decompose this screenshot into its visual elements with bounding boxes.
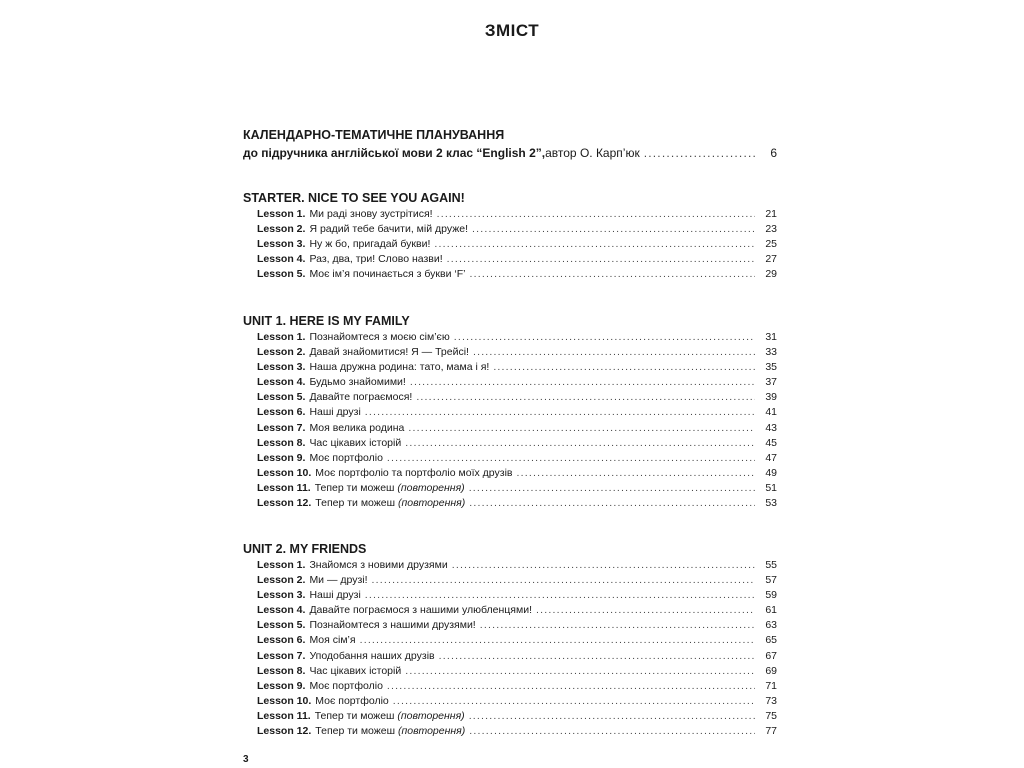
toc-entry[interactable] [243,421,777,436]
lesson-number: Lesson 3. [257,238,306,251]
lesson-number: Lesson 8. [257,436,306,449]
dot-leader [452,558,755,573]
toc-entry[interactable] [243,481,777,496]
page-ref: 49 [765,466,777,479]
lesson-number: Lesson 3. [257,589,306,602]
lesson-title: Давайте пограємося з нашими улюбленцями! [309,604,532,617]
lesson-number: Lesson 12. [257,725,312,738]
lesson-title: Тепер ти можеш [314,709,398,722]
lesson-number: Lesson 9. [257,679,306,692]
lesson-number: Lesson 4. [257,604,306,617]
lesson-number: Lesson 2. [257,346,306,359]
toc-entry[interactable] [243,466,777,481]
dot-leader [644,144,755,162]
toc-entry[interactable] [243,330,777,345]
toc-entry[interactable] [243,496,777,511]
lesson-title: Познайомтеся з моєю сім’єю [309,331,450,343]
lesson-title: Час цікавих історій [309,436,402,449]
toc-entry[interactable] [243,252,777,267]
toc-entry[interactable] [243,694,777,709]
dot-leader [439,649,755,664]
lesson-title: Ми раді знову зустрітися! [309,208,433,220]
page-ref: 65 [765,634,777,647]
lesson-number: Lesson 10. [257,694,312,707]
lesson-title: Наші друзі [309,406,361,419]
section-unit-2 [243,540,777,739]
dot-leader [405,436,755,451]
lesson-number: Lesson 11. [257,709,311,722]
lesson-number: Lesson 1. [257,331,306,343]
lesson-title: Раз, два, три! Слово назви! [309,253,443,266]
lesson-number: Lesson 1. [257,559,306,571]
page-ref: 27 [765,253,777,266]
dot-leader [469,709,755,724]
toc-entry[interactable] [243,588,777,603]
page-ref: 21 [765,208,777,220]
toc-entry[interactable] [243,633,777,648]
lesson-number: Lesson 9. [257,451,306,464]
lesson-number: Lesson 6. [257,406,306,419]
page-ref: 39 [765,391,777,404]
lesson-title: Тепер ти можеш [315,725,398,738]
dot-leader [454,330,755,345]
page-title: ЗМІСТ [484,21,540,40]
page-ref: 23 [765,223,777,236]
page-ref: 29 [765,268,777,281]
page-number: 3 [243,754,249,765]
dot-leader [493,360,755,375]
page-ref: 55 [765,559,777,571]
dot-leader [469,267,755,282]
toc-entry[interactable] [243,451,777,466]
page-ref: 63 [765,619,777,632]
lesson-title-note: (повторення) [397,725,466,738]
page-ref: 67 [765,649,777,662]
lesson-number: Lesson 1. [257,208,306,220]
lesson-number: Lesson 2. [257,574,306,587]
calendar-line-bold: до підручника англійської мови 2 клас “English 2”, [243,146,546,160]
page-ref: 71 [765,679,777,692]
lesson-number: Lesson 5. [257,391,306,404]
toc-entry[interactable] [243,709,777,724]
dot-leader [434,237,755,252]
toc-entry[interactable] [243,649,777,664]
lesson-number: Lesson 7. [257,421,306,434]
page-ref: 6 [770,146,777,160]
lesson-title: Наша дружна родина: тато, мама і я! [309,361,490,374]
page-ref: 35 [765,361,777,374]
page-ref: 25 [765,238,777,251]
page-ref: 75 [765,709,777,722]
lesson-number: Lesson 5. [257,619,306,632]
dot-leader [408,421,755,436]
toc-entry[interactable] [243,558,777,573]
dot-leader [480,618,755,633]
dot-leader [517,466,756,481]
dot-leader [416,390,755,405]
toc-entry[interactable] [243,573,777,588]
toc-entry[interactable] [243,618,777,633]
toc-entry[interactable] [243,375,777,390]
page-ref: 43 [765,421,777,434]
lesson-title: Моє портфоліо [315,694,389,707]
dot-leader [360,633,755,648]
toc-entry[interactable] [243,603,777,618]
toc-entry[interactable] [243,436,777,451]
lesson-title: Моє портфоліо та портфоліо моїх друзів [315,466,513,479]
lesson-title: Тепер ти можеш [314,481,398,494]
lesson-title-note: (повторення) [397,497,466,510]
lesson-title: Я радий тебе бачити, мій друже! [309,223,469,236]
lesson-title: Моя сім’я [309,634,356,647]
lesson-title: Будьмо знайомими! [309,376,406,389]
lesson-number: Lesson 11. [257,481,311,494]
page-ref: 31 [765,331,777,343]
calendar-line-rest: автор О. Карп’юк [545,146,640,160]
lesson-number: Lesson 4. [257,253,306,266]
lesson-number: Lesson 7. [257,649,306,662]
section-unit-1 [243,312,777,511]
lesson-title: Ми — друзі! [309,574,368,587]
dot-leader [410,375,755,390]
lesson-title: Давай знайомитися! Я — Трейсі! [309,346,469,359]
lesson-title: Тепер ти можеш [315,497,398,510]
page-ref: 59 [765,589,777,602]
dot-leader [472,222,755,237]
page-ref: 77 [765,725,777,738]
lesson-number: Lesson 10. [257,466,312,479]
lesson-number: Lesson 4. [257,376,306,389]
page-ref: 41 [765,406,777,419]
dot-leader [372,573,755,588]
page-ref: 45 [765,436,777,449]
toc-entry-calendar[interactable] [243,144,777,162]
page-ref: 51 [765,481,777,494]
lesson-title: Моє портфоліо [309,451,383,464]
lesson-number: Lesson 12. [257,497,312,510]
toc-entry[interactable] [243,237,777,252]
lesson-number: Lesson 2. [257,223,306,236]
dot-leader [365,405,755,420]
lesson-title: Наші друзі [309,589,361,602]
dot-leader [469,496,755,511]
dot-leader [387,679,755,694]
page-ref: 61 [765,604,777,617]
dot-leader [405,664,755,679]
toc-entry[interactable] [243,405,777,420]
toc-entry[interactable] [243,222,777,237]
calendar-block [243,126,777,162]
lesson-title: Ну ж бо, пригадай букви! [309,238,431,251]
calendar-heading: КАЛЕНДАРНО-ТЕМАТИЧНЕ ПЛАНУВАННЯ [243,128,505,142]
dot-leader [437,207,755,222]
dot-leader [393,694,755,709]
lesson-number: Lesson 3. [257,361,306,374]
lesson-number: Lesson 5. [257,268,306,281]
dot-leader [473,345,755,360]
page-ref: 37 [765,376,777,389]
page-ref: 69 [765,664,777,677]
lesson-title: Давайте пограємося! [309,391,413,404]
lesson-title: Моє ім’я починається з букви ‘F’ [309,268,466,281]
lesson-title: Уподобання наших друзів [309,649,435,662]
dot-leader [387,451,755,466]
lesson-number: Lesson 8. [257,664,306,677]
toc-entry[interactable] [243,360,777,375]
lesson-title-note: (повторення) [397,709,465,722]
toc-entry[interactable] [243,345,777,360]
section-heading: UNIT 2. MY FRIENDS [243,542,367,556]
lesson-title: Знайомся з новими друзями [309,559,448,571]
toc-entry[interactable] [243,664,777,679]
dot-leader [447,252,755,267]
page-ref: 73 [765,694,777,707]
lesson-title-note: (повторення) [397,481,465,494]
toc-entry[interactable] [243,267,777,282]
lesson-title: Моя велика родина [309,421,405,434]
toc-entry[interactable] [243,207,777,222]
toc-entry[interactable] [243,390,777,405]
section-starter [243,189,777,282]
dot-leader [469,481,755,496]
section-heading: UNIT 1. HERE IS MY FAMILY [243,314,410,328]
page-ref: 33 [765,346,777,359]
lesson-title: Познайомтеся з нашими друзями! [309,619,476,632]
dot-leader [536,603,755,618]
toc-entry[interactable] [243,679,777,694]
page-ref: 53 [765,497,777,510]
dot-leader [469,724,755,739]
dot-leader [365,588,755,603]
lesson-title: Моє портфоліо [309,679,383,692]
page-ref: 47 [765,451,777,464]
lesson-number: Lesson 6. [257,634,306,647]
section-heading: STARTER. NICE TO SEE YOU AGAIN! [243,191,465,205]
lesson-title: Час цікавих історій [309,664,402,677]
page-ref: 57 [765,574,777,587]
toc-entry[interactable] [243,724,777,739]
